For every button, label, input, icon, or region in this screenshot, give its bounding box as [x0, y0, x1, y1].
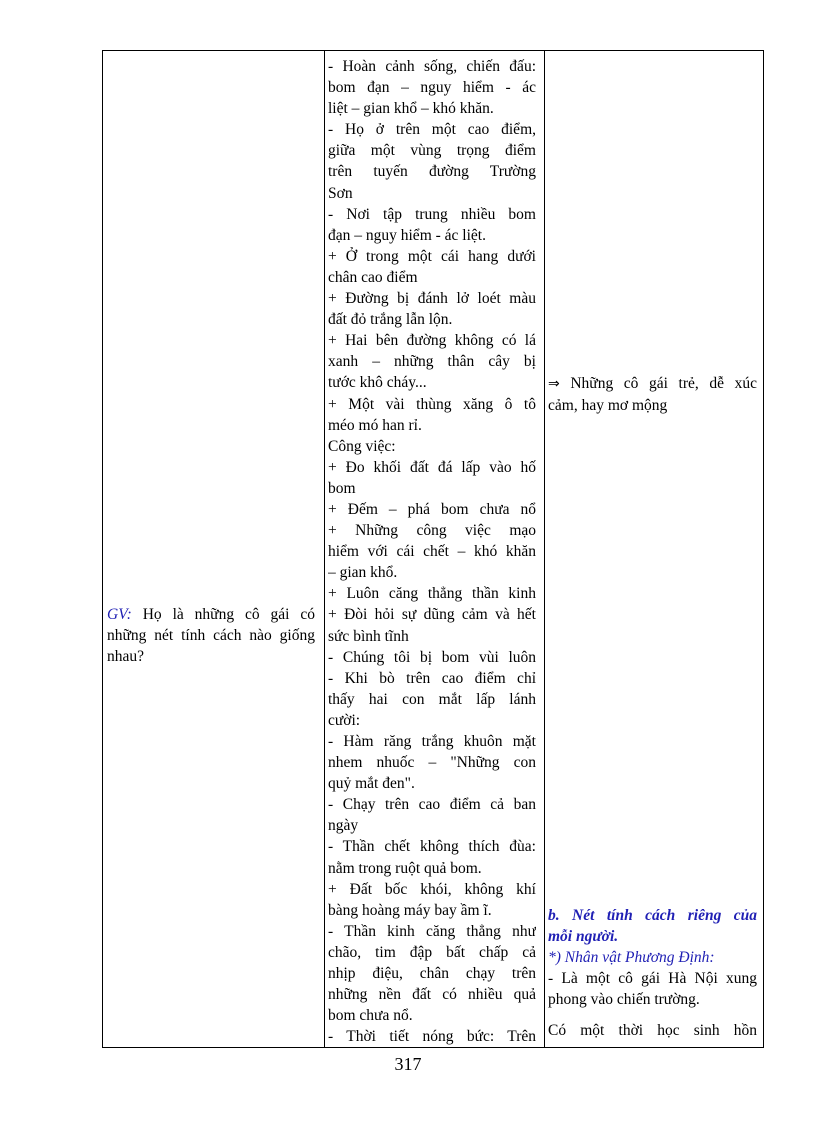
- character-point: phong vào chiến trường.: [548, 991, 700, 1009]
- section-heading: mỗi người.: [548, 928, 619, 946]
- character-text: Có một thời học sinh hồn: [548, 1022, 757, 1040]
- content-line: bom chưa nổ.: [328, 1007, 413, 1025]
- column-divider-2: [544, 51, 545, 1047]
- character-subheading: *) Nhân vật Phương Định:: [548, 949, 715, 967]
- trait-section: [548, 905, 757, 1042]
- content-line: - Chúng tôi bị bom vùi luôn: [328, 648, 536, 666]
- content-analysis-cell: [328, 56, 536, 1047]
- content-line: - Họ ở trên một cao điểm,: [328, 121, 536, 139]
- page-number: 317: [394, 1054, 422, 1074]
- content-line: + Hai bên đường không có lá: [328, 332, 536, 350]
- teacher-question-cell: [107, 604, 315, 667]
- content-line: giữa một vùng trọng điểm: [328, 142, 536, 160]
- content-line: - Thần chết không thích đùa:: [328, 838, 536, 856]
- content-line: bàng hoàng máy bay ầm ĩ.: [328, 901, 492, 919]
- content-line: liệt – gian khổ – khó khăn.: [328, 100, 494, 118]
- content-line: trên tuyến đường Trường: [328, 163, 536, 181]
- content-table: [102, 50, 764, 1048]
- content-line: quỷ mắt đen".: [328, 775, 415, 793]
- content-line: nhịp điệu, chân chạy trên: [328, 965, 536, 983]
- content-line: + Đường bị đánh lở loét màu: [328, 290, 536, 308]
- conclusion-line: cảm, hay mơ mộng: [548, 397, 668, 415]
- content-line: đất đỏ trắng lẫn lộn.: [328, 311, 453, 329]
- content-line: những nền đất có nhiều quả: [328, 986, 536, 1004]
- content-line: ngày: [328, 817, 359, 835]
- section-heading: b. Nét tính cách riêng của: [548, 907, 757, 924]
- content-line: - Thời tiết nóng bức: Trên: [328, 1028, 536, 1046]
- content-line: + Đòi hỏi sự dũng cảm và hết: [328, 606, 536, 624]
- content-line: + Những công việc mạo: [328, 522, 536, 540]
- content-line: sức bình tĩnh: [328, 627, 409, 645]
- content-line: Sơn: [328, 184, 353, 202]
- content-line: nhem nhuốc – "Những con: [328, 754, 536, 772]
- content-line: xanh – những thân cây bị: [328, 353, 536, 371]
- content-line: - Hoàn cảnh sống, chiến đấu:: [328, 58, 536, 75]
- content-line: + Đếm – phá bom chưa nổ: [328, 500, 536, 518]
- column-divider-1: [324, 51, 325, 1047]
- content-line: chân cao điểm: [328, 268, 418, 286]
- content-line: - Hàm răng trắng khuôn mặt: [328, 733, 536, 750]
- content-line: cười:: [328, 711, 361, 729]
- content-line: bom đạn – nguy hiểm - ác: [328, 79, 536, 97]
- content-line: - Thần kinh căng thẳng như: [328, 922, 536, 940]
- conclusion-line: ⇒ Những cô gái trẻ, dễ xúc: [548, 375, 757, 392]
- character-point: - Là một cô gái Hà Nội xung: [548, 970, 757, 988]
- content-line: - Khi bò trên cao điểm chỉ: [328, 669, 536, 687]
- implies-arrow: ⇒: [548, 376, 560, 392]
- content-line: + Luôn căng thẳng thần kinh: [328, 585, 536, 603]
- content-line: + Đo khối đất đá lấp vào hố: [328, 458, 536, 476]
- content-line: hiểm với cái chết – khó khăn: [328, 543, 536, 561]
- content-line: bom: [328, 479, 356, 497]
- content-line: nằm trong ruột quả bom.: [328, 859, 482, 877]
- content-line: thấy hai con mắt lấp lánh: [328, 690, 536, 708]
- content-line: - Nơi tập trung nhiều bom: [328, 205, 536, 223]
- content-line: đạn – nguy hiểm - ác liệt.: [328, 226, 486, 244]
- content-line: - Chạy trên cao điểm cả ban: [328, 796, 536, 814]
- content-line: + Một vài thùng xăng ô tô: [328, 395, 536, 413]
- content-line: + Ở trong một cái hang dưới: [328, 247, 536, 265]
- content-line: Công việc:: [328, 437, 396, 455]
- gv-label: GV:: [107, 606, 132, 623]
- content-line: méo mó han rỉ.: [328, 416, 422, 434]
- conclusion-block: [548, 373, 757, 416]
- teacher-question: Họ là những cô gái có những nét tính cách nào giống nhau?: [107, 606, 315, 666]
- content-line: tước khô cháy...: [328, 374, 427, 392]
- content-line: chão, tim đập bất chấp cả: [328, 943, 536, 961]
- content-line: – gian khổ.: [328, 564, 398, 582]
- content-line: + Đất bốc khói, không khí: [328, 880, 536, 898]
